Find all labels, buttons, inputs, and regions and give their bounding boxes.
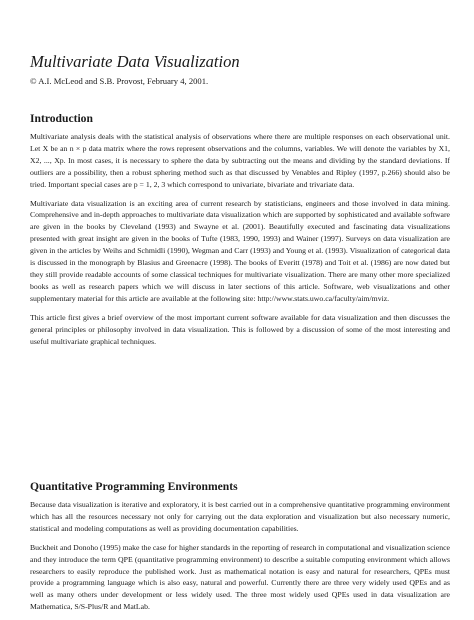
section-quantitative-programming-environments [30,480,450,620]
paper-title: Multivariate Data Visualization [30,52,240,71]
section-heading: Quantitative Programming Environments [30,480,238,493]
paragraph: Buckheit and Donoho (1995) make the case for higher standards in the reporting of research in computational and visualization science and they introduce the term QPE (quantitative programming environment) to describe a suitable computing environment which allows researchers to easily reproduce the published work. Just as mathematical notation is easy and natural for researchers, QPEs must provide a programming language which is also easy, natural and powerful. Currently there are three very widely used QPEs and as well as many others under development or less widely used. The three most widely used QPEs used in data visualization are Mathematica, S/S-Plus/R and MatLab. [30,542,450,612]
section-introduction [30,112,450,354]
paragraph: This article first gives a brief overview of the most important current software available for data visualization and then discusses the general principles or philosophy involved in data visualization. This is followed by a discussion of some of the most interesting and useful multivariate graphical techniques. [30,312,450,346]
paragraph: Multivariate analysis deals with the statistical analysis of observations where there are multiple responses on each observational unit. Let X be an n × p data matrix where the rows represent observations and the columns, variables. We will denote the variables by X1, X2, ..., Xp. In most cases, it is necessary to sphere the data by subtracting out the means and dividing by the standard deviations. If outliers are a possibility, then a robust sphering method such as that discussed by Venables and Ripley (1997, p.266) should also be tried. Important special cases are p = 1, 2, 3 which correspond to univariate, bivariate and trivariate data. [30,132,450,189]
paragraph: Because data visualization is iterative and exploratory, it is best carried out in a comprehensive quantitative programming environment which has all the resources necessary not only for carrying out the data exploration and visualization but also necessary numeric, statistical and modeling computations as well as providing documentation capabilities. [30,500,450,533]
paragraph: Multivariate data visualization is an exciting area of current research by statisticians, engineers and those involved in data mining. Comprehensive and in-depth approaches to multivariate data visualization which are supported by sophisticated and available software are given in the books by Cleveland (1993) and Swayne et al. (2001). Beautifully executed and fascinating data visualizations presented with great insight are given in the books of Tufte (1983, 1990, 1993) and Wainer (1997). Surveys on data visualization are given in the articles by Weihs and Schmidli (1990), Wegman and Carr (1993) and Young et al. (1993). Visualization of categorical data is discussed in the monograph by Blasius and Greenacre (1998). The books of Everitt (1978) and Toit et al. (1986) are now dated but they still provide readable accounts of some classical techniques for multivariate visualization. There are many other more specialized books as well as research papers which we will discuss in later sections of this article. Software, web visualizations and other supplementary material for this article are available at the following site: http://www.stats.uwo.ca/faculty/aim/mviz. [30,198,450,303]
author-byline: © A.I. McLeod and S.B. Provost, February 4, 2001. [30,76,209,86]
section-heading: Introduction [30,112,93,125]
paper-header [30,52,450,86]
